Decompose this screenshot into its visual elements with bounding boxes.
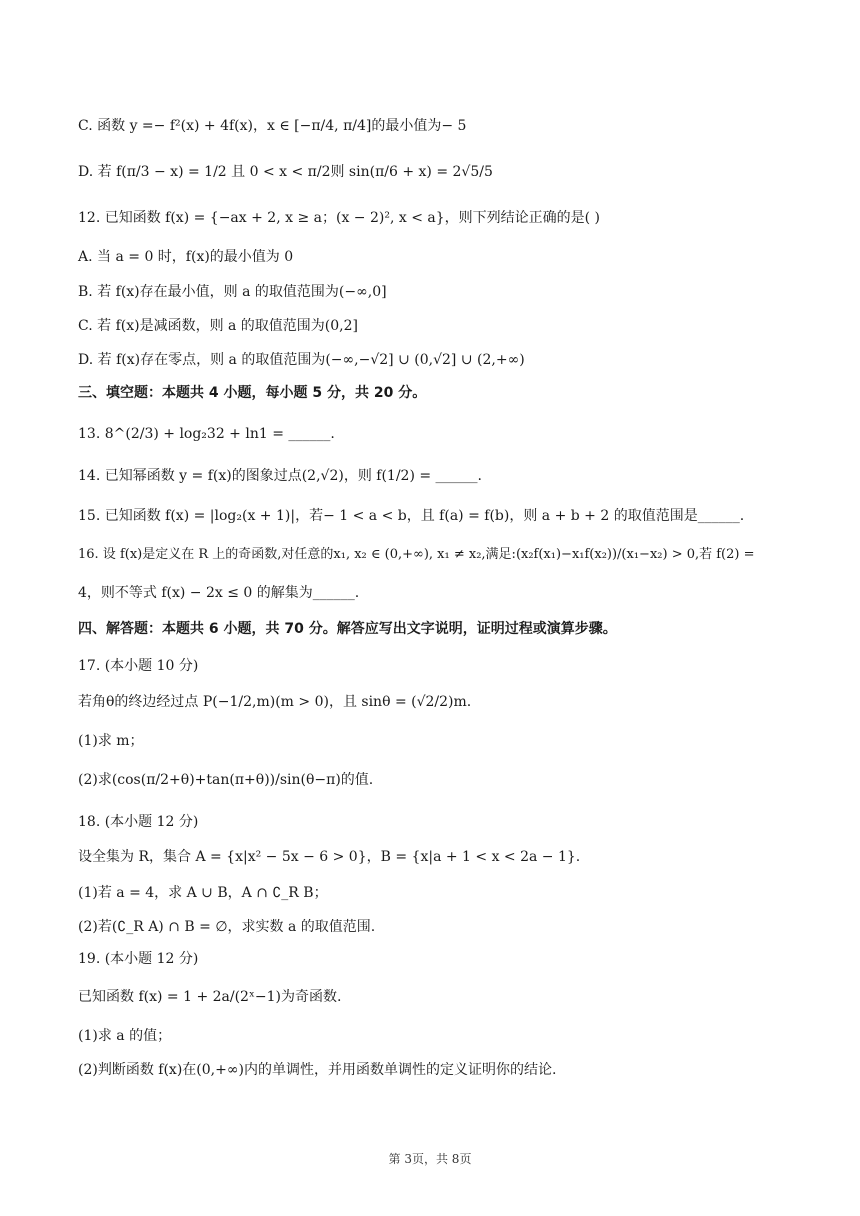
question-18-stem: 设全集为 R，集合 A = {x|x² − 5x − 6 > 0}，B = {x|a + 1 < x < 2a − 1}. — [78, 849, 581, 865]
option-11c: C. 函数 y =− f²(x) + 4f(x)，x ∈ [−π/4, π/4]的最小值为− 5 — [78, 118, 467, 134]
question-12: 12. 已知函数 f(x) = {−ax + 2, x ≥ a；(x − 2)², x < a}，则下列结论正确的是( ) — [78, 210, 601, 226]
question-18-title: 18. (本小题 12 分) — [78, 814, 199, 830]
option-12a: A. 当 a = 0 时，f(x)的最小值为 0 — [78, 249, 294, 265]
option-12d: D. 若 f(x)存在零点，则 a 的取值范围为(−∞,−√2] ∪ (0,√2] ∪ (2,+∞) — [78, 352, 525, 368]
question-18-part1: (1)若 a = 4，求 A ∪ B，A ∩ ∁_R B； — [78, 885, 328, 901]
question-17-stem: 若角θ的终边经过点 P(−1/2,m)(m > 0)，且 sinθ = (√2/2)m. — [78, 694, 472, 710]
section-heading-solutions: 四、解答题：本题共 6 小题，共 70 分。解答应写出文字说明，证明过程或演算步骤。 — [78, 621, 617, 637]
question-17-part1: (1)求 m； — [78, 733, 144, 749]
option-11d: D. 若 f(π/3 − x) = 1/2 且 0 < x < π/2则 sin(π/6 + x) = 2√5/5 — [78, 164, 493, 180]
question-14: 14. 已知幂函数 y = f(x)的图象过点(2,√2)，则 f(1/2) = ______. — [78, 468, 482, 484]
section-heading-fill-in: 三、填空题：本题共 4 小题，每小题 5 分，共 20 分。 — [78, 385, 427, 401]
question-18-part2: (2)若(∁_R A) ∩ B = ∅，求实数 a 的取值范围. — [78, 919, 376, 935]
question-19-part1: (1)求 a 的值； — [78, 1028, 172, 1044]
option-12b: B. 若 f(x)存在最小值，则 a 的取值范围为(−∞,0] — [78, 284, 387, 300]
question-13: 13. 8^(2/3) + log₂32 + ln1 = ______. — [78, 426, 335, 442]
question-19-title: 19. (本小题 12 分) — [78, 951, 199, 967]
question-19-part2: (2)判断函数 f(x)在(0,+∞)内的单调性，并用函数单调性的定义证明你的结论. — [78, 1062, 557, 1078]
question-16-cont: 4，则不等式 f(x) − 2x ≤ 0 的解集为______. — [78, 585, 360, 601]
question-16: 16. 设 f(x)是定义在 R 上的奇函数,对任意的x₁, x₂ ∈ (0,+∞), x₁ ≠ x₂,满足:(x₂f(x₁)−x₁f(x₂))/(x₁−x₂) > 0,若 f(2) = — [78, 547, 755, 562]
question-17-part2: (2)求(cos(π/2+θ)+tan(π+θ))/sin(θ−π)的值. — [78, 772, 374, 788]
page-footer: 第 3页，共 8页 — [388, 1152, 472, 1166]
question-15: 15. 已知函数 f(x) = |log₂(x + 1)|，若− 1 < a < b，且 f(a) = f(b)，则 a + b + 2 的取值范围是______. — [78, 508, 745, 524]
question-17-title: 17. (本小题 10 分) — [78, 658, 199, 674]
option-12c: C. 若 f(x)是减函数，则 a 的取值范围为(0,2] — [78, 318, 358, 334]
question-19-stem: 已知函数 f(x) = 1 + 2a/(2ˣ−1)为奇函数. — [78, 989, 342, 1005]
